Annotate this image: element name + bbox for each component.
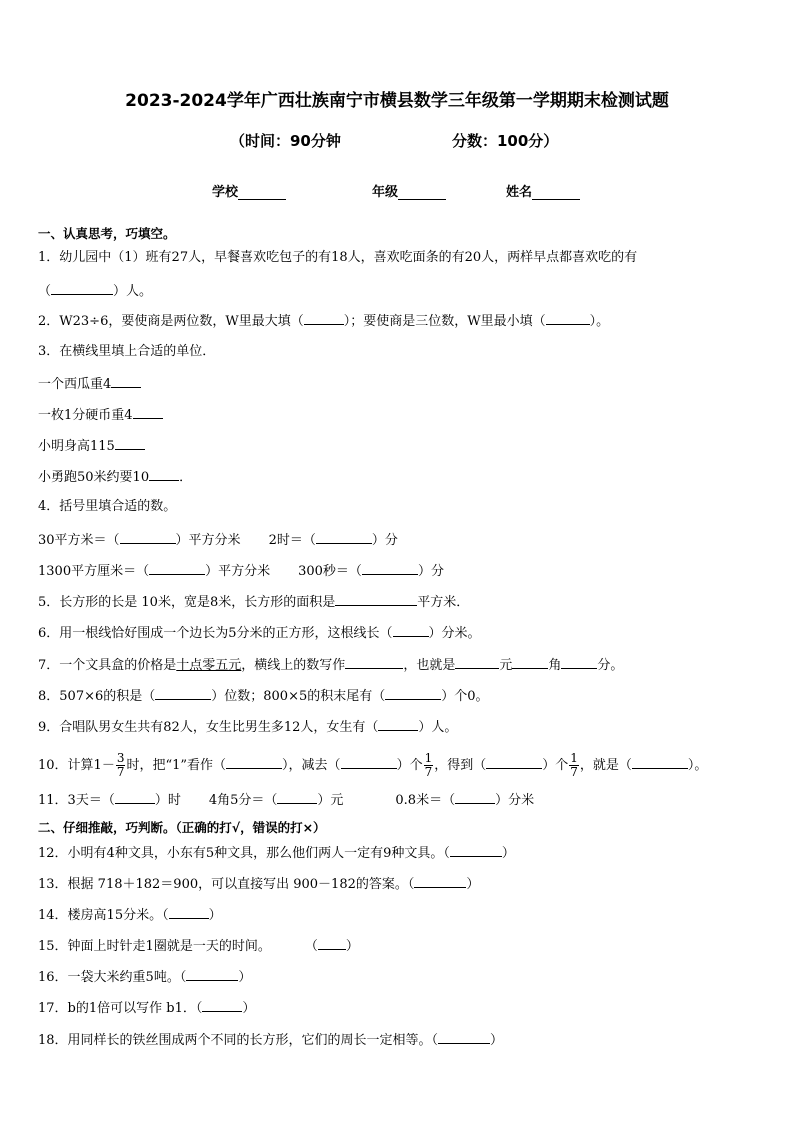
- question-3b: 一枚1分硬币重4: [38, 405, 163, 425]
- grade-field[interactable]: 年级: [372, 181, 446, 200]
- question-12: 12．小明有4种文具，小东有5种文具，那么他们两人一定有9种文具。（ ）: [38, 843, 515, 863]
- score-info: 分数：100分）: [452, 132, 559, 150]
- question-6: 6．用一根线恰好围成一个边长为5分米的正方形，这根线长（ ）分米。: [38, 623, 481, 643]
- question-17: 17．b的1倍可以写作 b1．（ ）: [38, 998, 255, 1018]
- question-3d: 小勇跑50米约要10 ．: [38, 467, 192, 487]
- question-15: 15．钟面上时针走1圈就是一天的时间。 （ ）: [38, 936, 359, 956]
- question-9: 9．合唱队男女生共有82人，女生比男生多12人，女生有（ ）人。: [38, 717, 457, 737]
- question-14: 14．楼房高15分米。（ ）: [38, 905, 222, 925]
- question-8: 8．507×6的积是（ ）位数；800×5的积末尾有（ ）个0。: [38, 686, 489, 706]
- question-2: 2．W23÷6，要使商是两位数，W里最大填（ ）；要使商是三位数，W里最小填（ ）。: [38, 311, 609, 331]
- name-field[interactable]: 姓名: [506, 181, 580, 200]
- question-16: 16．一袋大米约重5吨。（ ）: [38, 967, 251, 987]
- question-3c: 小明身高115: [38, 436, 145, 456]
- question-3a: 一个西瓜重4: [38, 374, 141, 394]
- question-1: 1．幼儿园中（1）班有27人，早餐喜欢吃包子的有18人，喜欢吃面条的有20人，两样早点都喜欢吃的有: [38, 250, 638, 265]
- time-info: （时间：90分钟: [230, 132, 341, 150]
- fraction-1-7: $\frac{1}{7}$: [424, 751, 433, 779]
- question-11: 11．3天＝（ ）时 4角5分＝（ ）元 0.8米＝（ ）分米: [38, 790, 534, 810]
- section-1-heading: 一、认真思考，巧填空。: [38, 226, 176, 241]
- fraction-3-7: $\frac{3}{7}$: [116, 751, 125, 779]
- fraction-1-7-b: $\frac{1}{7}$: [570, 751, 578, 779]
- school-field[interactable]: 学校: [212, 181, 286, 200]
- question-4a: 30平方米＝（ ）平方分米 2时＝（ ）分: [38, 530, 398, 550]
- question-7: 7．一个文具盒的价格是十点零五元，横线上的数写作 ，也就是 元 角 分。: [38, 655, 623, 675]
- question-4: 4．括号里填合适的数。: [38, 499, 177, 514]
- question-10: 10．计算1－ $\frac{3}{7}$ 时，把“1”看作（ ），减去（ ）个 $\frac{1}{7}$ ，得到（ ）个 $\frac{1}{7}$ ，就是（ ）。: [38, 751, 708, 779]
- question-5: 5．长方形的长是 10米，宽是8米，长方形的面积是 平方米．: [38, 592, 469, 612]
- question-13: 13．根据 718＋182＝900，可以直接写出 900－182的答案。（ ）: [38, 874, 479, 894]
- question-3: 3．在横线里填上合适的单位．: [38, 344, 216, 359]
- section-2-heading: 二、仔细推敲，巧判断。（正确的打√，错误的打×）: [38, 820, 326, 835]
- question-18: 18．用同样长的铁丝围成两个不同的长方形，它们的周长一定相等。（ ）: [38, 1030, 503, 1050]
- page-title: 2023-2024学年广西壮族南宁市横县数学三年级第一学期期末检测试题: [125, 91, 669, 111]
- question-4b: 1300平方厘米＝（ ）平方分米 300秒＝（ ）分: [38, 561, 444, 581]
- question-1-answer: （ ）人。: [38, 281, 152, 301]
